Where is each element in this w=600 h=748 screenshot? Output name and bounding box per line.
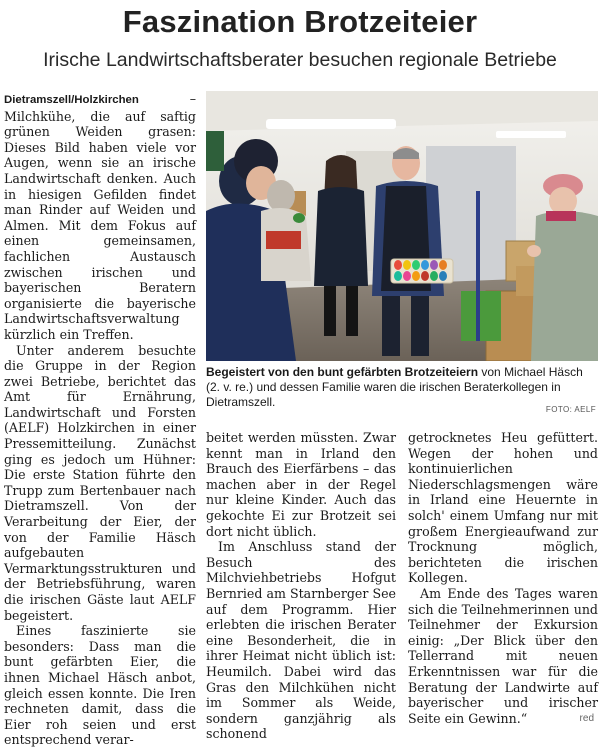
- photo-credit: FOTO: AELF: [545, 405, 596, 414]
- headline: Faszination Brotzeiteier: [122, 4, 478, 39]
- article-paragraph: beitet werden müssten. Zwar kennt man in Irland den Brauch des Eierfärbens – das machen aber in der Regel nur kleine Kinder. Auch das gekochte Ei zur Brotzeit sei dort nicht üblich.: [206, 430, 396, 539]
- article-paragraph: Eines faszinierte sie besonders: Dass man die bunt gefärbten Eier, die ihnen Michael Häsch anbot, gleich essen konnte. Die Iren rechneten damit, dass die Eier roh seien und erst entsprechend verar-: [4, 623, 196, 748]
- article-paragraph: Unter anderem besuchte die Gruppe in der Region zwei Betriebe, berichtet das Amt für Ernährung, Landwirtschaft und Forsten (AELF) Holzkirchen in einer Pressemitteilung. Zunächst ging es jedoch um Hühner: Die erste Station führte den Trupp zum Bertenbauer nach Dietramszell. Von der Verarbeitung der Eier, der von der Familie Häsch aufgebauten Vermarktungsstrukturen und der Betriebsführung, waren die irischen Gäste laut AELF begeistert.: [4, 342, 196, 623]
- photo-illustration: [206, 91, 598, 361]
- photo-caption: [206, 365, 598, 410]
- article-paragraph: getrocknetes Heu gefüttert. Wegen der hohen und kontinuierlichen Niederschlagsmengen wäre in Irland eine Heuernte in solch' einem Umfang nur mit großem Energieaufwand zur Trocknung möglich, berichteten die irischen Kollegen.: [408, 430, 598, 586]
- article-paragraph: Am Ende des Tages waren sich die Teilnehmerinnen und Teilnehmer der Exkursion einig: „Der Blick über den Tellerrand mit neuen Erkenntnissen war für die Beratung der Landwirte auf bayerischer und irischer Seite ein Gewinn.“: [408, 585, 598, 726]
- caption-bold: Begeistert von den bunt gefärbten Brotzeiteiern: [206, 365, 479, 379]
- article-column-3: [408, 430, 598, 726]
- subheadline: Irische Landwirtschaftsberater besuchen regionale Betriebe: [43, 49, 557, 71]
- dateline: Dietramszell/Holzkirchen: [4, 94, 139, 106]
- article-photo: [206, 91, 598, 361]
- caption-text: von Michael Häsch (2. v. re.) und dessen Familie waren die irischen Beraterkollegen in Dietramszell.: [206, 365, 583, 409]
- article-column-1: [4, 91, 196, 748]
- author-tag: red: [579, 713, 594, 724]
- article-paragraph: Im Anschluss stand der Besuch des Milchviehbetriebs Hofgut Bernried am Starnberger See auf dem Programm. Hier erlebten die irischen Berater eine Besonderheit, die in ihrer Heimat nicht üblich ist: Heumilch. Dabei wird das Gras den Milchkühen nicht im Sommer als Weide, sondern ganzjährig als schonend: [206, 539, 396, 742]
- article-paragraph: Milchkühe, die auf saftig grünen Weiden grasen: Dieses Bild haben viele vor Augen, wenn sie an irische Landwirtschaft denken. Auch in hiesigen Gefilden findet man Rinder auf Weiden und Almen. Mit dem Fokus auf einen gemeinsamen, fachlichen Austausch zwischen irischen und bayerischen Beratern organisierte die bayerische Landwirtschaftsverwaltung kürzlich ein Treffen.: [4, 108, 196, 342]
- article-column-2: [206, 430, 396, 742]
- dateline-dash: –: [189, 91, 196, 106]
